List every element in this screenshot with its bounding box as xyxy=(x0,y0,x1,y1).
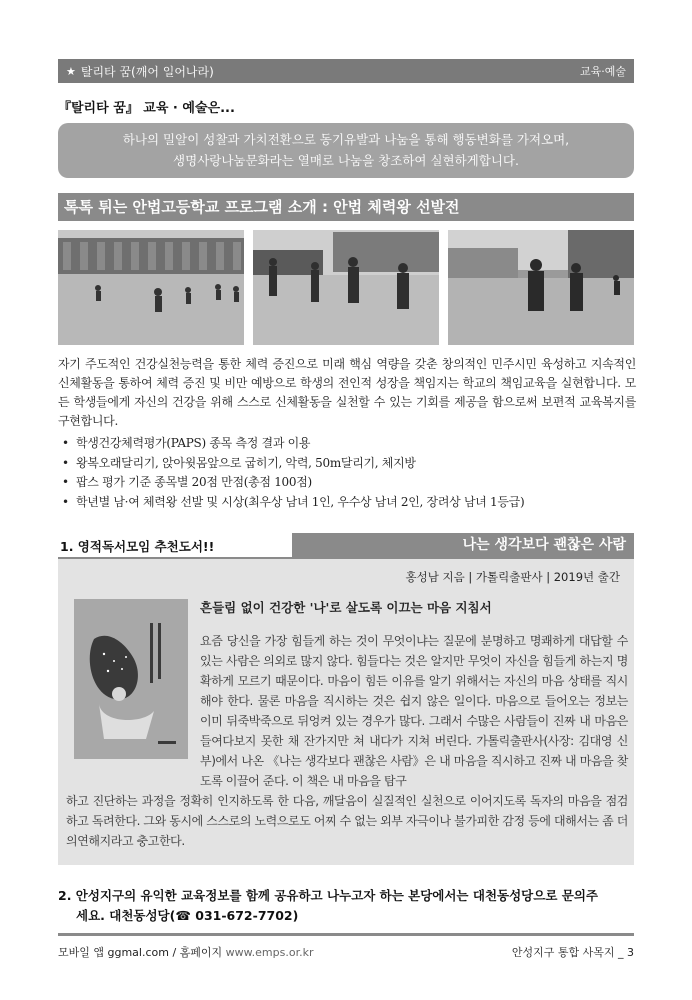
footer-page: 안성지구 통합 사목지 _ 3 xyxy=(511,946,634,959)
book-header xyxy=(58,533,634,557)
bullet-item: • 학생건강체력평가(PAPS) 종목 측정 결과 이용 xyxy=(58,434,638,454)
book-paragraph-bottom: 하고 진단하는 과정을 정확히 인지하도록 한 다음, 깨달음이 실질적인 실천으로 이어지도록 독자의 마음을 점검하고 독려한다. 그와 동시에 스스로의 노력으로도 어찌 수 없는 외부 자극이나 불가피한 감정 등에 대해서는 좀 더 의연해지라고 충고한다. xyxy=(66,794,628,848)
contact-note xyxy=(58,886,638,926)
header-left xyxy=(66,63,214,80)
star-icon: ★ xyxy=(66,64,76,78)
note-line-1: 2. 안성지구의 유익한 교육정보를 함께 공유하고 나누고자 하는 본당에서는 대천동성당으로 문의주 xyxy=(58,888,598,903)
header-bar xyxy=(58,59,634,83)
program-bullets xyxy=(58,434,638,512)
book-cover-image xyxy=(74,599,188,759)
intro-line-1: 하나의 밀알이 성찰과 가치전환으로 동기유발과 나눔을 통해 행동변화를 가져오며, xyxy=(122,132,570,147)
divider xyxy=(58,933,634,936)
note-line-2: 세요. 대천동성당(☎ 031-672-7702) xyxy=(76,908,299,923)
intro-title: 『탈리타 꿈』 교육 · 예술은... xyxy=(58,101,235,116)
footer xyxy=(58,944,634,960)
intro-line-2: 생명사랑나눔문화라는 열매로 나눔을 창조하여 실현하게합니다. xyxy=(173,153,519,168)
bullet-item: • 왕복오래달리기, 앉아윗몸앞으로 굽히기, 악력, 50m달리기, 체지방 xyxy=(58,454,638,474)
book-subtitle: 흔들림 없이 건강한 '나'로 살도록 이끄는 마음 지침서 xyxy=(200,600,492,615)
book-meta: 홍성남 지음 | 가톨릭출판사 | 2019년 출간 xyxy=(405,570,620,584)
photo-field-2 xyxy=(253,230,439,345)
photo-field-1 xyxy=(58,230,244,345)
bullet-item: • 팝스 평가 기준 종목별 20점 만점(총점 100점) xyxy=(58,473,638,493)
photo-field-3 xyxy=(448,230,634,345)
header-title: 탈리타 꿈(깨어 일어나라) xyxy=(80,64,214,79)
book-section-label: 1. 영적독서모임 추천도서!! xyxy=(60,539,215,554)
header-category: 교육·예술 xyxy=(579,65,626,78)
book-box xyxy=(58,559,634,865)
book-title: 나는 생각보다 괜찮은 사람 xyxy=(292,533,634,557)
footer-left xyxy=(58,944,313,960)
book-paragraph-top: 요즘 당신을 가장 힘들게 하는 것이 무엇이냐는 질문에 분명하고 명쾌하게 대답할 수 있는 사람은 의외로 많지 않다. 힘들다는 것은 알지만 무엇이 자신을 힘들게 하는지 명확하게 모르기 때문이다. 마음이 힘든 이유를 알기 위해서는 자신의 마음 상태를 직시해야 한다. 물론 마음을 직시하는 것은 쉽지 않은 일이다. 마음으로 들어오는 정보는 이미 뒤죽박죽으로 뒤엉켜 있는 경우가 많다. 그래서 수많은 사람들이 진짜 내 마음은 들여다보지 못한 채 잔가지만 쳐 내다가 지쳐 버린다. 가톨릭출판사(사장: 김대영 신부)에서 나온 《나는 생각보다 괜찮은 사람》은 내 마음을 직시하고 진짜 내 마음을 찾도록 이끌어 준다. 이 책은 내 마음을 탐구 xyxy=(200,634,628,788)
program-paragraph: 자기 주도적인 건강실천능력을 통한 체력 증진으로 미래 핵심 역량을 갖춘 창의적인 민주시민 육성하고 지속적인 신체활동을 통하여 체력 증진 및 비만 예방으로 학생의 전인적 성장을 책임지는 학교의 책임교육을 실현합니다. 모든 학생들에게 자신의 건강을 위해 스스로 신체활동을 실천할 수 있는 기회를 제공을 함으로써 보편적 교육복지를 구현합니다. xyxy=(58,357,636,428)
intro-box xyxy=(58,123,634,178)
bullet-item: • 학년별 남·여 체력왕 선발 및 시상(최우상 남녀 1인, 우수상 남녀 2인, 장려상 남녀 1등급) xyxy=(58,493,638,513)
program-banner: 톡톡 튀는 안법고등학교 프로그램 소개 : 안법 체력왕 선발전 xyxy=(58,193,634,221)
homepage-link[interactable]: www.emps.or.kr xyxy=(225,946,314,959)
footer-prefix: 모바일 앱 ggmal.com / 홈페이지 xyxy=(58,946,226,959)
